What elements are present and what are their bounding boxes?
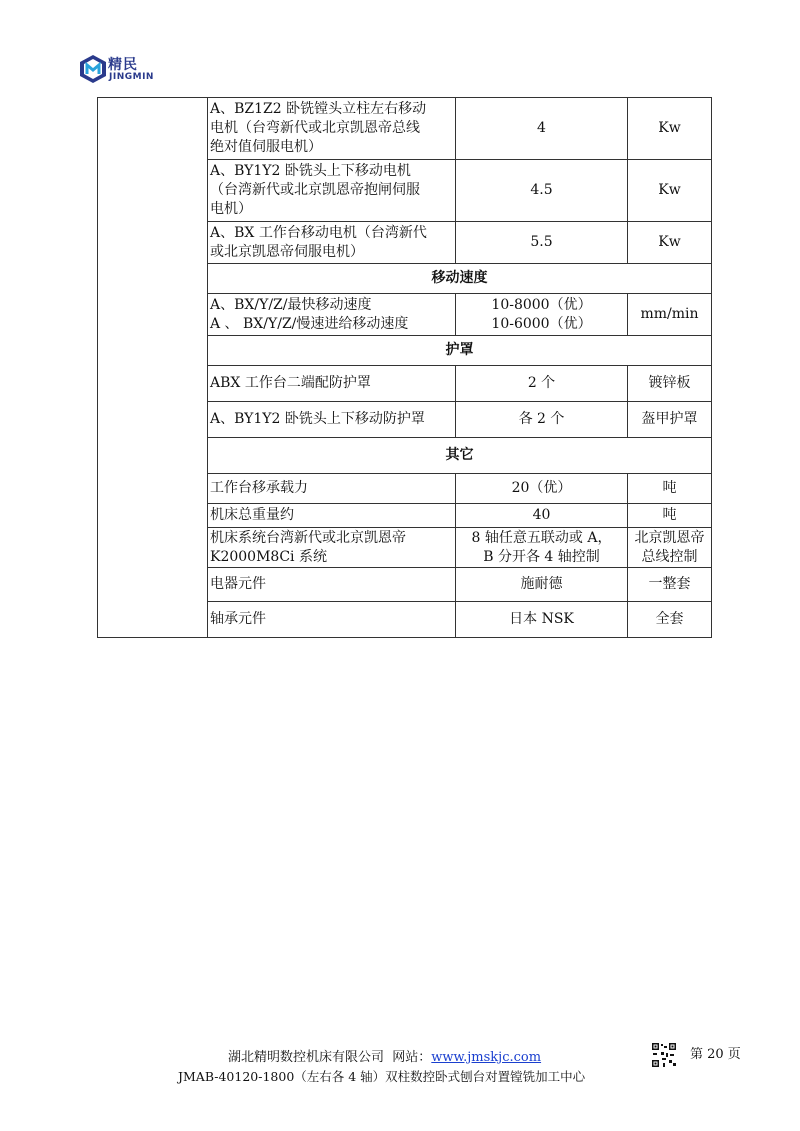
cell-line: 日本 NSK — [509, 611, 574, 627]
cell-line: A、BX/Y/Z/最快移动速度 — [210, 296, 372, 313]
footer-doc-title: JMAB-40120-1800（左右各 4 轴）双柱数控卧式刨台对置镗铣加工中心 — [178, 1069, 586, 1084]
cell-line: 8 轴任意五联动或 A， — [471, 529, 612, 546]
cell-line: 电器元件 — [210, 576, 266, 592]
cell-line: 或北京凯恩帝伺服电机） — [210, 243, 364, 260]
cell-line: 10-8000（优） — [491, 296, 592, 313]
cell-line: Kw — [658, 120, 681, 136]
cell-line: 5.5 — [530, 234, 553, 250]
item-unit-cell — [628, 568, 712, 602]
cell-line: Kw — [658, 234, 681, 250]
cell-line: 施耐德 — [520, 576, 563, 592]
cell-line: 镀锌板 — [648, 375, 691, 391]
item-value-cell — [456, 366, 628, 402]
page-number: 第 20 页 — [690, 1047, 741, 1062]
cell-line: 机床系统台湾新代或北京凯恩帝 — [210, 529, 406, 546]
cell-line: 电机） — [210, 201, 252, 217]
cell-line: A、BZ1Z2 卧铣镗头立柱左右移动 — [210, 101, 427, 117]
item-unit-cell — [628, 98, 712, 160]
cell-line: A、BY1Y2 卧铣头上下移动电机 — [210, 163, 411, 179]
spec-table-body — [98, 98, 712, 638]
item-name-cell — [208, 98, 456, 160]
item-name-cell — [208, 528, 456, 568]
cell-line: 电机（台弯新代或北京凯恩帝总线 — [210, 120, 420, 136]
item-value-cell — [456, 474, 628, 504]
category-cell — [98, 98, 208, 638]
item-name-cell — [208, 504, 456, 528]
item-unit-cell — [628, 402, 712, 438]
item-value-cell — [456, 222, 628, 264]
section-title: 移动速度 — [208, 264, 712, 294]
section-title: 护罩 — [208, 336, 712, 366]
item-value-cell — [456, 160, 628, 222]
item-unit-cell — [628, 474, 712, 504]
cell-line: 2 个 — [527, 375, 556, 391]
cell-line: 全套 — [655, 611, 684, 627]
item-name-cell — [208, 222, 456, 264]
item-value-cell — [456, 602, 628, 638]
logo-en-text: JINGMIN — [109, 72, 154, 82]
item-unit-cell — [628, 504, 712, 528]
cell-line: A、BX 工作台移动电机（台湾新代 — [210, 224, 427, 241]
cell-line: ABX 工作台二端配防护罩 — [210, 375, 371, 391]
cell-line: B 分开各 4 轴控制 — [483, 548, 600, 565]
cell-line: 北京凯恩帝 — [634, 529, 705, 546]
cell-line: 4 — [537, 120, 546, 136]
item-unit-cell — [628, 528, 712, 568]
company-logo — [78, 52, 198, 88]
footer-company-line — [228, 1046, 608, 1065]
cell-line: 吨 — [662, 480, 677, 496]
section-title: 其它 — [208, 438, 712, 474]
cell-line: A、BY1Y2 卧铣头上下移动防护罩 — [210, 411, 425, 427]
item-value-cell — [456, 528, 628, 568]
cell-line: 4.5 — [530, 182, 553, 198]
item-name-cell — [208, 366, 456, 402]
qr-code-icon — [651, 1042, 677, 1068]
item-name-cell — [208, 160, 456, 222]
table-row — [98, 98, 712, 160]
item-value-cell — [456, 402, 628, 438]
footer-website-link[interactable]: www.jmskjc.com — [431, 1050, 542, 1065]
item-name-cell — [208, 568, 456, 602]
item-unit-cell — [628, 160, 712, 222]
item-unit-cell — [628, 294, 712, 336]
item-value-cell — [456, 504, 628, 528]
cell-line: 轴承元件 — [210, 611, 266, 627]
cell-line: K2000M8Ci 系统 — [210, 548, 327, 565]
logo-cn-text: 精民 — [108, 57, 138, 73]
spec-table — [97, 97, 712, 638]
item-name-cell — [208, 402, 456, 438]
cell-line: 总线控制 — [641, 548, 698, 565]
cell-line: 各 2 个 — [518, 411, 565, 427]
item-value-cell — [456, 294, 628, 336]
cell-line: mm/min — [640, 306, 699, 322]
item-name-cell — [208, 294, 456, 336]
cell-line: 机床总重量约 — [210, 507, 294, 523]
item-unit-cell — [628, 366, 712, 402]
cell-line: 10-6000（优） — [491, 315, 592, 332]
cell-line: 工作台移承载力 — [210, 480, 308, 496]
item-value-cell — [456, 568, 628, 602]
cell-line: （台湾新代或北京凯恩帝抱闸伺服 — [210, 182, 420, 198]
cell-line: 20（优） — [511, 480, 572, 496]
logo-mark-icon — [78, 54, 108, 84]
cell-line: 盔甲护罩 — [641, 411, 698, 427]
item-unit-cell — [628, 602, 712, 638]
cell-line: Kw — [658, 182, 681, 198]
item-name-cell — [208, 602, 456, 638]
item-value-cell — [456, 98, 628, 160]
cell-line: 绝对值伺服电机） — [210, 139, 322, 155]
item-unit-cell — [628, 222, 712, 264]
footer-website-label: 网站： — [392, 1050, 432, 1065]
cell-line: 40 — [532, 507, 551, 523]
footer-company: 湖北精明数控机床有限公司 — [228, 1050, 385, 1065]
cell-line: 吨 — [662, 507, 677, 523]
cell-line: 一整套 — [648, 576, 691, 592]
item-name-cell — [208, 474, 456, 504]
cell-line: A 、 BX/Y/Z/慢速进给移动速度 — [210, 315, 409, 332]
